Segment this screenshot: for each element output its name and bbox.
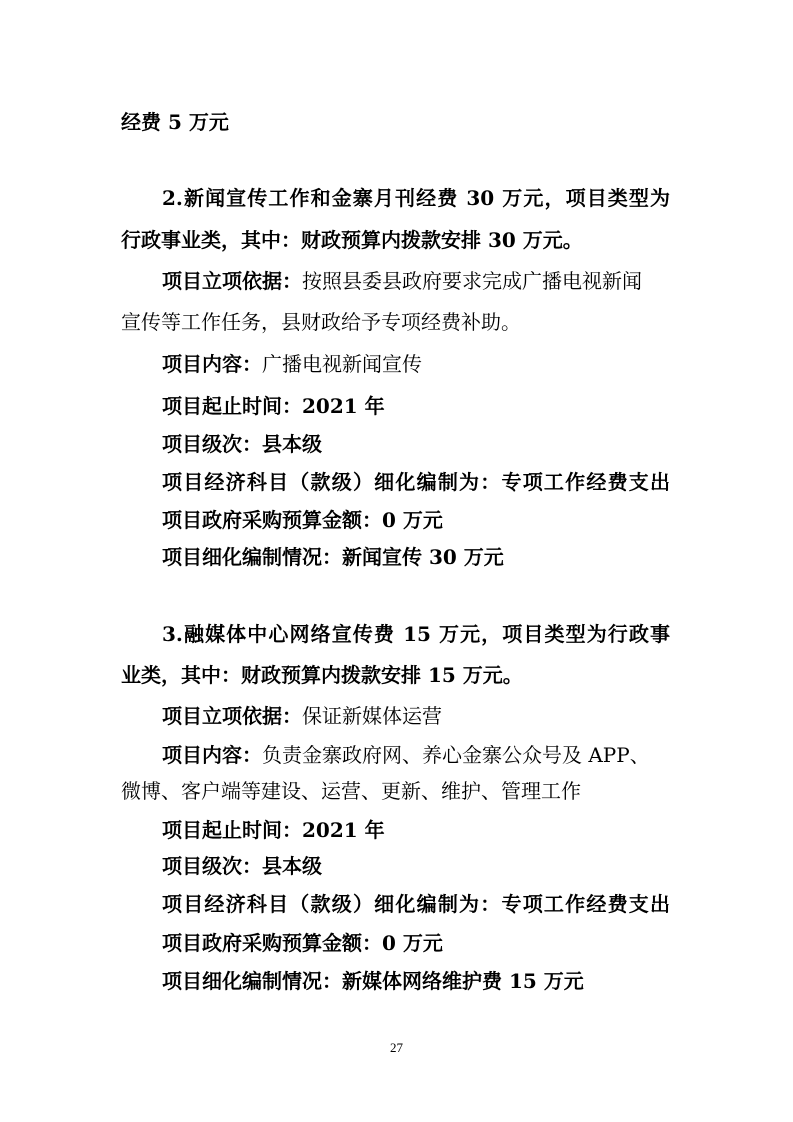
item3-basis-text: 保证新媒体运营 (302, 704, 442, 728)
item3-content-line2: 微博、客户端等建设、运营、更新、维护、管理工作 (121, 779, 581, 803)
item3-basis-label: 项目立项依据： (162, 704, 302, 728)
item3-basis (162, 702, 442, 730)
page-number: 27 (390, 1040, 403, 1055)
item3-heading-line1: 3.融媒体中心网络宣传费 15 万元，项目类型为行政事 (162, 622, 670, 646)
item3-level: 项目级次：县本级 (162, 854, 322, 878)
item2-procure: 项目政府采购预算金额：0 万元 (162, 508, 443, 532)
item2-basis-label: 项目立项依据： (162, 269, 302, 293)
item3-econ: 项目经济科目（款级）细化编制为：专项工作经费支出 (162, 892, 670, 916)
item3-time: 项目起止时间：2021 年 (162, 818, 385, 842)
item2-basis-text: 按照县委县政府要求完成广播电视新闻 (302, 269, 642, 293)
item2-heading-line1: 2.新闻宣传工作和金寨月刊经费 30 万元，项目类型为 (162, 186, 670, 210)
item2-econ: 项目经济科目（款级）细化编制为：专项工作经费支出 (162, 470, 670, 494)
item2-content (162, 350, 422, 378)
item3-detail: 项目细化编制情况：新媒体网络维护费 15 万元 (162, 969, 584, 993)
item3-content-label: 项目内容： (162, 743, 262, 767)
item3-content-text: 负责金寨政府网、养心金寨公众号及 APP、 (262, 743, 650, 767)
item2-basis-line2: 宣传等工作任务，县财政给予专项经费补助。 (121, 310, 521, 334)
item2-content-text: 广播电视新闻宣传 (262, 352, 422, 376)
item2-content-label: 项目内容： (162, 352, 262, 376)
item3-procure: 项目政府采购预算金额：0 万元 (162, 931, 443, 955)
item2-basis-line1 (162, 267, 642, 295)
item2-level: 项目级次：县本级 (162, 432, 322, 456)
continued-line: 经费 5 万元 (121, 110, 229, 134)
item2-detail: 项目细化编制情况：新闻宣传 30 万元 (162, 545, 504, 569)
item2-heading-line2: 行政事业类，其中：财政预算内拨款安排 30 万元。 (121, 228, 583, 252)
item3-heading-line2: 业类，其中：财政预算内拨款安排 15 万元。 (121, 663, 523, 687)
item2-time: 项目起止时间：2021 年 (162, 394, 385, 418)
item3-content-line1 (162, 741, 650, 769)
